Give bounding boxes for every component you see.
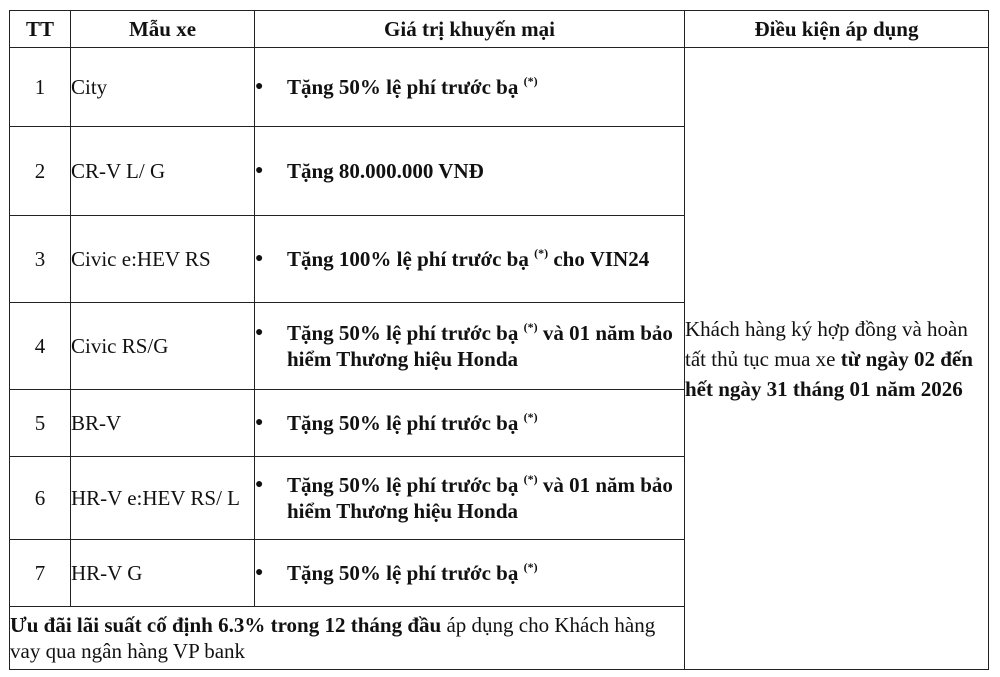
promo-text: Tặng 50% lệ phí trước bạ bbox=[287, 473, 519, 497]
promo-value bbox=[255, 390, 685, 457]
bullet-icon: ● bbox=[255, 79, 264, 94]
bullet-icon: ● bbox=[255, 251, 264, 266]
row-number: 7 bbox=[10, 540, 71, 607]
promo-text: Tặng 50% lệ phí trước bạ bbox=[287, 321, 519, 345]
promo-value bbox=[255, 216, 685, 303]
row-number: 1 bbox=[10, 48, 71, 127]
car-model: CR-V L/ G bbox=[71, 127, 255, 216]
promo-text: Tặng 50% lệ phí trước bạ bbox=[287, 411, 519, 435]
car-model: BR-V bbox=[71, 390, 255, 457]
promo-value bbox=[255, 540, 685, 607]
interest-rate-note bbox=[10, 607, 685, 670]
interest-rate-highlight: Ưu đãi lãi suất cố định 6.3% trong 12 tháng đầu bbox=[10, 613, 442, 637]
header-tt: TT bbox=[10, 11, 71, 48]
header-promo-value: Giá trị khuyến mại bbox=[255, 11, 685, 48]
row-number: 6 bbox=[10, 457, 71, 540]
footnote-marker: (*) bbox=[523, 472, 538, 486]
car-model: Civic e:HEV RS bbox=[71, 216, 255, 303]
promo-text: Tặng 80.000.000 VNĐ bbox=[287, 159, 484, 183]
promotion-table bbox=[9, 10, 989, 670]
bullet-icon: ● bbox=[255, 325, 264, 340]
footnote-marker: (*) bbox=[523, 410, 538, 424]
promo-text: Tặng 50% lệ phí trước bạ bbox=[287, 561, 519, 585]
car-model: Civic RS/G bbox=[71, 303, 255, 390]
bullet-icon: ● bbox=[255, 415, 264, 430]
table-row bbox=[10, 48, 989, 127]
promo-text: Tặng 100% lệ phí trước bạ bbox=[287, 247, 529, 271]
row-number: 3 bbox=[10, 216, 71, 303]
promo-value bbox=[255, 303, 685, 390]
car-model: HR-V G bbox=[71, 540, 255, 607]
header-condition: Điều kiện áp dụng bbox=[685, 11, 989, 48]
promo-text-after: và 01 năm bảo hiểm Thương hiệu Honda bbox=[287, 473, 673, 523]
footnote-marker: (*) bbox=[523, 74, 538, 88]
header-row bbox=[10, 11, 989, 48]
promo-text-after: và 01 năm bảo hiểm Thương hiệu Honda bbox=[287, 321, 673, 371]
row-number: 2 bbox=[10, 127, 71, 216]
footnote-marker: (*) bbox=[534, 246, 549, 260]
interest-rate-text: áp dụng cho Khách hàng vay qua ngân hàng VP bank bbox=[10, 613, 656, 663]
header-model: Mẫu xe bbox=[71, 11, 255, 48]
car-model: HR-V e:HEV RS/ L bbox=[71, 457, 255, 540]
bullet-icon: ● bbox=[255, 477, 264, 492]
promo-value bbox=[255, 127, 685, 216]
promo-value bbox=[255, 457, 685, 540]
promo-text: Tặng 50% lệ phí trước bạ bbox=[287, 75, 519, 99]
car-model: City bbox=[71, 48, 255, 127]
row-number: 5 bbox=[10, 390, 71, 457]
promo-value bbox=[255, 48, 685, 127]
bullet-icon: ● bbox=[255, 565, 264, 580]
promo-text-after: cho VIN24 bbox=[548, 247, 650, 271]
footnote-marker: (*) bbox=[523, 560, 538, 574]
bullet-icon: ● bbox=[255, 163, 264, 178]
condition-text: Khách hàng ký hợp đồng và hoàn tất thủ tục mua xe bbox=[685, 316, 968, 371]
condition-cell bbox=[685, 48, 989, 670]
footnote-marker: (*) bbox=[523, 320, 538, 334]
row-number: 4 bbox=[10, 303, 71, 390]
condition-date-range: từ ngày 02 đến hết ngày 31 tháng 01 năm 2026 bbox=[685, 346, 973, 401]
